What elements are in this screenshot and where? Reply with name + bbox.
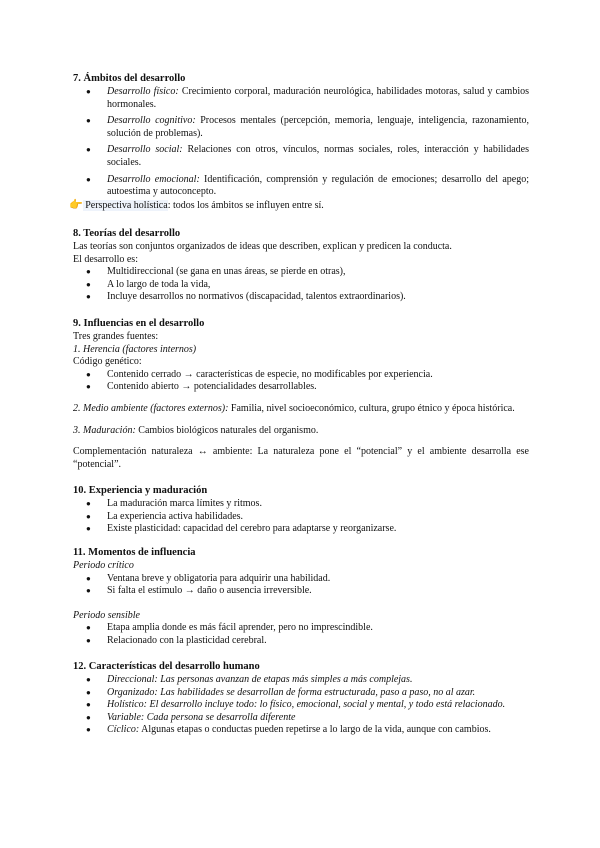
list-item: ● Contenido cerrado → características de especie, no modificables por experiencia. xyxy=(73,369,529,382)
list-item: ● La maduración marca límites y ritmos. xyxy=(73,498,529,511)
paragraph: Complementación naturaleza ↔ ambiente: La naturaleza pone el “potencial” y el ambiente desarrolla ese “potencial”. xyxy=(73,446,529,470)
term: Desarrollo social: xyxy=(107,144,183,156)
section-title: 8. Teorías del desarrollo xyxy=(73,228,181,239)
paragraph: 2. Medio ambiente (factores externos): Familia, nivel socioeconómico, cultura, grupo étnico y época histórica. xyxy=(73,402,515,414)
term: Cíclico: xyxy=(107,724,140,736)
subheading: Periodo crítico xyxy=(73,560,134,571)
section-teorias xyxy=(73,227,529,304)
subheading: Periodo sensible xyxy=(73,609,140,621)
section-experiencia xyxy=(73,484,529,536)
list-item: ● Cíclico: Algunas etapas o conductas pueden repetirse a lo largo de la vida, aunque con cambios. xyxy=(73,724,529,737)
pointing-hand-icon: 👉 xyxy=(69,198,83,211)
list-item: ● Contenido abierto → potencialidades desarrollables. xyxy=(73,381,529,394)
term: Desarrollo cognitivo: xyxy=(107,115,196,127)
term: Holístico: xyxy=(107,699,147,711)
list-item: ● Direccional: Las personas avanzan de etapas más simples a más complejas. xyxy=(73,674,529,687)
bullet-list xyxy=(73,498,529,536)
term: Desarrollo emocional: xyxy=(107,173,200,185)
paragraph: El desarrollo es: xyxy=(73,253,138,265)
bullet-list xyxy=(73,86,529,199)
list-item: ● Si falta el estímulo → daño o ausencia irreversible. xyxy=(73,585,529,598)
term: Desarrollo físico: xyxy=(107,86,179,97)
list-item: ● La experiencia activa habilidades. xyxy=(73,511,529,524)
list-item: ● Incluye desarrollos no normativos (discapacidad, talentos extraordinarios). xyxy=(73,291,529,304)
holistic-note: 👉 Perspectiva holística: todos los ámbitos se influyen entre sí. xyxy=(69,198,324,211)
term: Variable: xyxy=(107,711,145,723)
list-item: ● Ventana breve y obligatoria para adquirir una habilidad. xyxy=(73,573,529,586)
section-title: 12. Características del desarrollo humano xyxy=(73,661,260,672)
term: Organizado: xyxy=(107,686,158,698)
list-item: ● Holístico: El desarrollo incluye todo: lo físico, emocional, social y mental, y todo está relacionado. xyxy=(73,699,529,712)
section-title: 10. Experiencia y maduración xyxy=(73,485,208,496)
highlighted-term: Perspectiva holística xyxy=(82,199,168,211)
section-momentos xyxy=(73,546,529,648)
bullet-list xyxy=(73,573,529,598)
list-item: ● Desarrollo físico: Crecimiento corporal, maduración neurológica, habilidades motoras, salud y cambios hormonales. xyxy=(73,86,529,111)
bullet-list xyxy=(73,622,529,647)
list-item: ● A lo largo de toda la vida, xyxy=(73,279,529,292)
section-title: 9. Influencias en el desarrollo xyxy=(73,318,205,329)
list-item: ● Multidireccional (se gana en unas áreas, se pierde en otras), xyxy=(73,266,529,279)
list-item: ● Existe plasticidad: capacidad del cerebro para adaptarse y reorganizarse. xyxy=(73,523,529,536)
section-influencias xyxy=(73,317,529,471)
list-item: ● Etapa amplia donde es más fácil aprender, pero no imprescindible. xyxy=(73,622,529,635)
list-item: ● Desarrollo cognitivo: Procesos mentales (percepción, memoria, lenguaje, inteligencia, razonamiento, solución de problemas). xyxy=(73,115,529,140)
section-ambitos xyxy=(69,72,530,212)
section-title: 11. Momentos de influencia xyxy=(73,547,196,558)
bullet-list xyxy=(73,369,529,394)
paragraph: Código genético: xyxy=(73,356,142,368)
paragraph: 3. Maduración: Cambios biológicos naturales del organismo. xyxy=(73,424,319,436)
paragraph: Las teorías son conjuntos organizados de ideas que describen, explican y predicen la conducta. xyxy=(73,241,452,252)
bullet-list xyxy=(73,266,529,304)
section-title: 7. Ámbitos del desarrollo xyxy=(73,73,186,84)
list-item: ● Variable: Cada persona se desarrolla diferente xyxy=(73,712,529,725)
subheading: 1. Herencia (factores internos) xyxy=(73,343,197,355)
list-item: ● Organizado: Las habilidades se desarrollan de forma estructurada, paso a paso, no al azar. xyxy=(73,687,529,700)
bullet-list xyxy=(73,674,529,737)
list-item: ● Desarrollo emocional: Identificación, comprensión y regulación de emociones; desarrollo del apego; autoestima y autoconcepto. xyxy=(73,174,529,199)
section-caracteristicas xyxy=(73,660,529,737)
paragraph: Tres grandes fuentes: xyxy=(73,331,159,342)
list-item: ● Relacionado con la plasticidad cerebral. xyxy=(73,635,529,648)
list-item: ● Desarrollo social: Relaciones con otros, vínculos, normas sociales, roles, interacción y habilidades sociales. xyxy=(73,144,529,169)
term: Direccional: xyxy=(107,674,158,685)
